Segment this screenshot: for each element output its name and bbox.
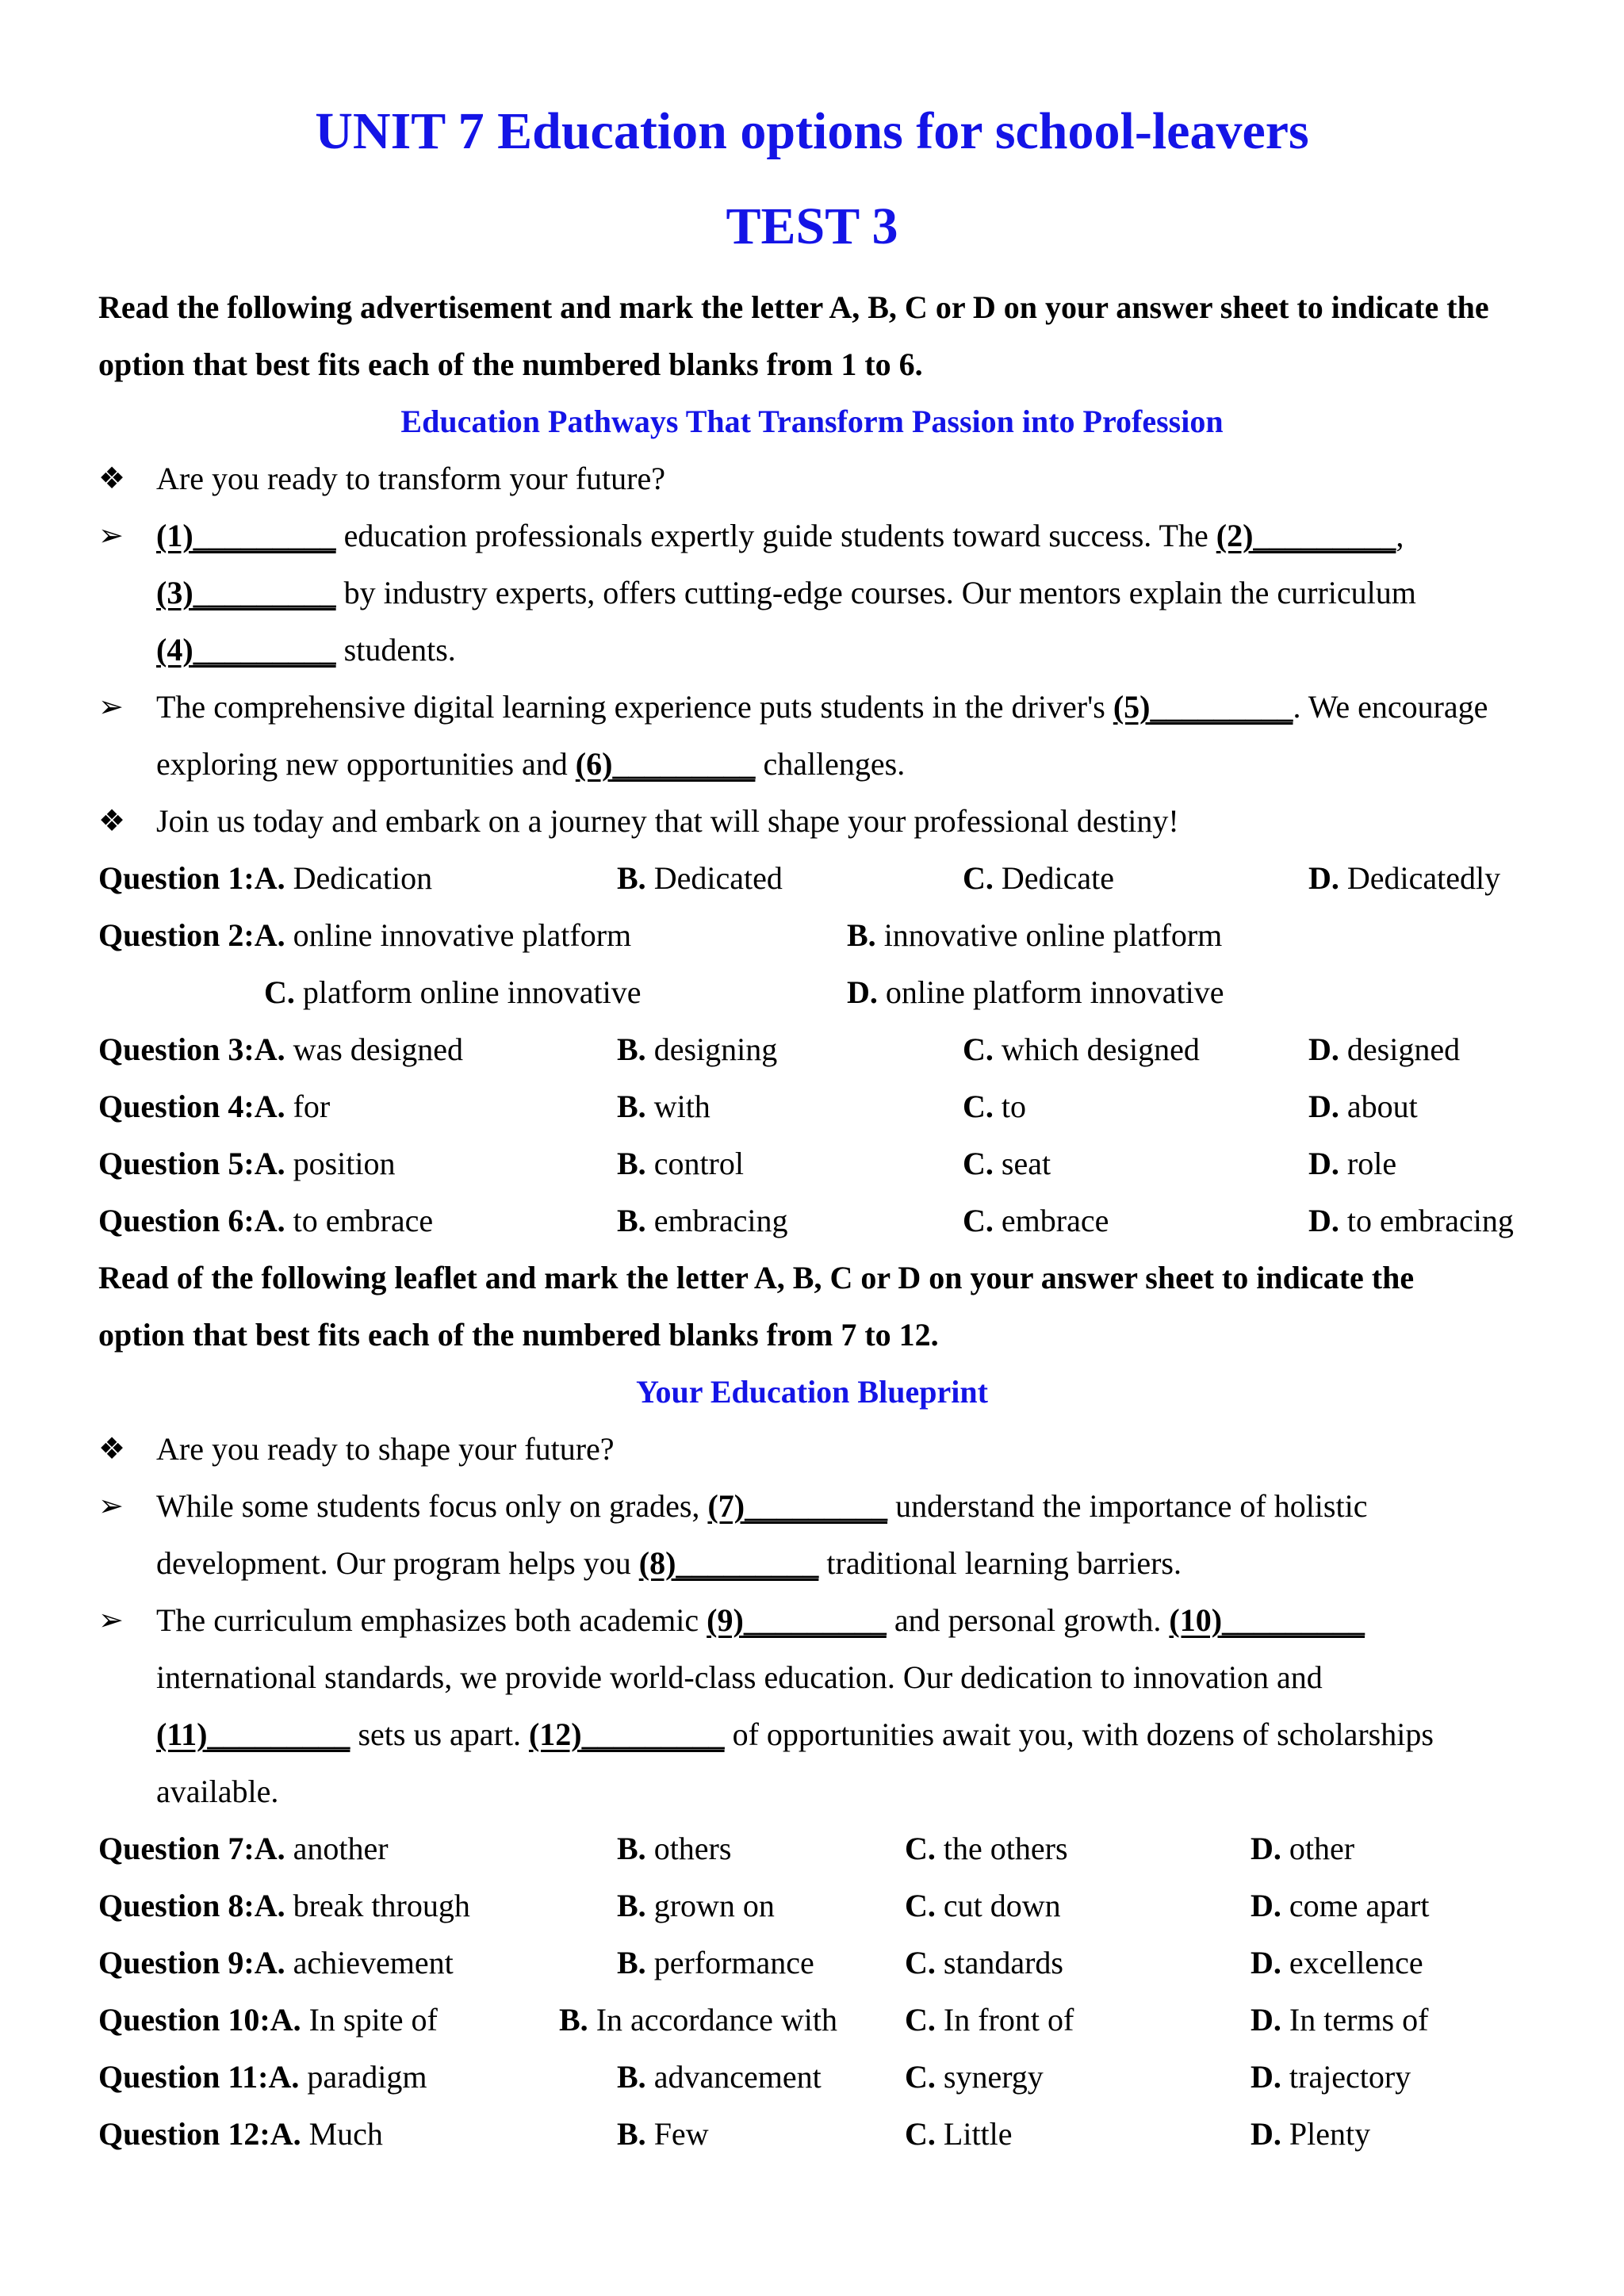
arrow-bullet-icon: ➢ (98, 691, 124, 724)
option-c: C. which designed (963, 1031, 1200, 1067)
blank-5: (5)_________ (1113, 689, 1293, 725)
option-b: B. grown on (617, 1888, 775, 1923)
option-d: D. other (1251, 1831, 1355, 1866)
section2-paragraph-3-line1: The curriculum emphasizes both academic (9)_________ and personal growth. (10)_________ (156, 1602, 1365, 1638)
option-c: C. the others (905, 1831, 1068, 1866)
section1-paragraph-4: Join us today and embark on a journey that will shape your professional destiny! (156, 803, 1179, 839)
question-row: Question 11:A. paradigm (98, 2059, 427, 2095)
question-row: Question 1:A. Dedication (98, 860, 433, 896)
section1-paragraph-3-line2: exploring new opportunities and (6)_________ challenges. (156, 746, 906, 782)
question-row: Question 2:A. online innovative platform (98, 917, 632, 953)
option-c: C. In front of (905, 2002, 1074, 2038)
question-row: Question 5:A. position (98, 1146, 396, 1181)
blank-6: (6)_________ (575, 746, 756, 782)
diamond-bullet-icon: ❖ (98, 1433, 126, 1466)
blank-4: (4)_________ (156, 632, 336, 668)
section1-paragraph-2-line2: (3)_________ by industry experts, offers cutting-edge courses. Our mentors explain the curriculum (156, 575, 1416, 610)
blank-1: (1)_________ (156, 518, 336, 553)
option-b: B. embracing (617, 1203, 788, 1238)
option-d: D. about (1308, 1089, 1418, 1124)
arrow-bullet-icon: ➢ (98, 1604, 124, 1637)
section1-paragraph-2-line3: (4)_________ students. (156, 632, 456, 668)
section2-paragraph-2-line2: development. Our program helps you (8)_________ traditional learning barriers. (156, 1545, 1182, 1581)
option-d: D. In terms of (1251, 2002, 1429, 2038)
arrow-bullet-icon: ➢ (98, 1490, 124, 1523)
option-b: B. others (617, 1831, 732, 1866)
option-b: B. with (617, 1089, 710, 1124)
blank-10: (10)_________ (1169, 1602, 1365, 1638)
diamond-bullet-icon: ❖ (98, 805, 126, 838)
section2-instruction-line1: Read of the following leaflet and mark the letter A, B, C or D on your answer sheet to indicate the (98, 1260, 1415, 1295)
question-row: Question 6:A. to embrace (98, 1203, 434, 1238)
section2-instruction-line2: option that best fits each of the numbered blanks from 7 to 12. (98, 1317, 939, 1353)
page-subtitle: TEST 3 (726, 197, 898, 255)
section2-paragraph-3-line3: (11)_________ sets us apart. (12)_________ of opportunities await you, with dozens of scholarships (156, 1716, 1434, 1752)
option-d: D. excellence (1251, 1945, 1423, 1980)
section1-passage-title: Education Pathways That Transform Passion into Profession (400, 404, 1224, 439)
section1-paragraph-1: Are you ready to transform your future? (156, 461, 665, 496)
blank-2: (2)_________ (1216, 518, 1396, 553)
section1-paragraph-3-line1: The comprehensive digital learning experience puts students in the driver's (5)_________. We encourage (156, 689, 1488, 725)
option-b: B. Few (617, 2116, 709, 2152)
option-d: D. online platform innovative (847, 974, 1224, 1010)
option-b: B. advancement (617, 2059, 822, 2095)
question-row: Question 3:A. was designed (98, 1031, 463, 1067)
blank-9: (9)_________ (707, 1602, 887, 1638)
question-row: Question 12:A. Much (98, 2116, 383, 2152)
option-d: D. Dedicatedly (1308, 860, 1501, 896)
option-c: C. to (963, 1089, 1027, 1124)
option-d: D. trajectory (1251, 2059, 1411, 2095)
option-d: D. come apart (1251, 1888, 1430, 1923)
blank-7: (7)_________ (707, 1488, 888, 1524)
option-b: B. Dedicated (617, 860, 783, 896)
question-row: Question 8:A. break through (98, 1888, 470, 1923)
option-b: B. In accordance with (559, 2002, 837, 2038)
option-b: B. performance (617, 1945, 814, 1980)
option-c: C. embrace (963, 1203, 1109, 1238)
option-c: C. platform online innovative (264, 974, 642, 1010)
arrow-bullet-icon: ➢ (98, 519, 124, 553)
blank-11: (11)_________ (156, 1716, 350, 1752)
option-c: C. Dedicate (963, 860, 1115, 896)
question-row: Question 9:A. achievement (98, 1945, 454, 1980)
section1-paragraph-2-line1: (1)_________ education professionals expertly guide students toward success. The (2)_________, (156, 518, 1404, 553)
section2-paragraph-3-line2: international standards, we provide world-class education. Our dedication to innovation and (156, 1659, 1323, 1695)
option-d: D. role (1308, 1146, 1397, 1181)
option-c: C. cut down (905, 1888, 1061, 1923)
option-d: D. to embracing (1308, 1203, 1514, 1238)
section2-paragraph-1: Are you ready to shape your future? (156, 1431, 615, 1467)
option-c: C. seat (963, 1146, 1051, 1181)
option-b: B. designing (617, 1031, 778, 1067)
option-d: D. Plenty (1251, 2116, 1371, 2152)
question-row: Question 10:A. In spite of (98, 2002, 438, 2038)
section1-instruction-line1: Read the following advertisement and mark the letter A, B, C or D on your answer sheet to indicate the (98, 289, 1489, 325)
section2-paragraph-2-line1: While some students focus only on grades, (7)_________ understand the importance of holistic (156, 1488, 1368, 1524)
section1-instruction-line2: option that best fits each of the numbered blanks from 1 to 6. (98, 346, 923, 382)
section2-paragraph-3-line4: available. (156, 1774, 279, 1809)
option-c: C. Little (905, 2116, 1013, 2152)
option-c: C. standards (905, 1945, 1063, 1980)
question-row: Question 7:A. another (98, 1831, 389, 1866)
blank-12: (12)_________ (528, 1716, 725, 1752)
question-row: Question 4:A. for (98, 1089, 331, 1124)
diamond-bullet-icon: ❖ (98, 462, 126, 496)
option-d: D. designed (1308, 1031, 1461, 1067)
option-b: B. innovative online platform (847, 917, 1223, 953)
option-b: B. control (617, 1146, 744, 1181)
option-c: C. synergy (905, 2059, 1044, 2095)
blank-3: (3)_________ (156, 575, 336, 610)
blank-8: (8)_________ (638, 1545, 819, 1581)
page-title: UNIT 7 Education options for school-leavers (315, 102, 1309, 160)
section2-passage-title: Your Education Blueprint (636, 1374, 988, 1410)
